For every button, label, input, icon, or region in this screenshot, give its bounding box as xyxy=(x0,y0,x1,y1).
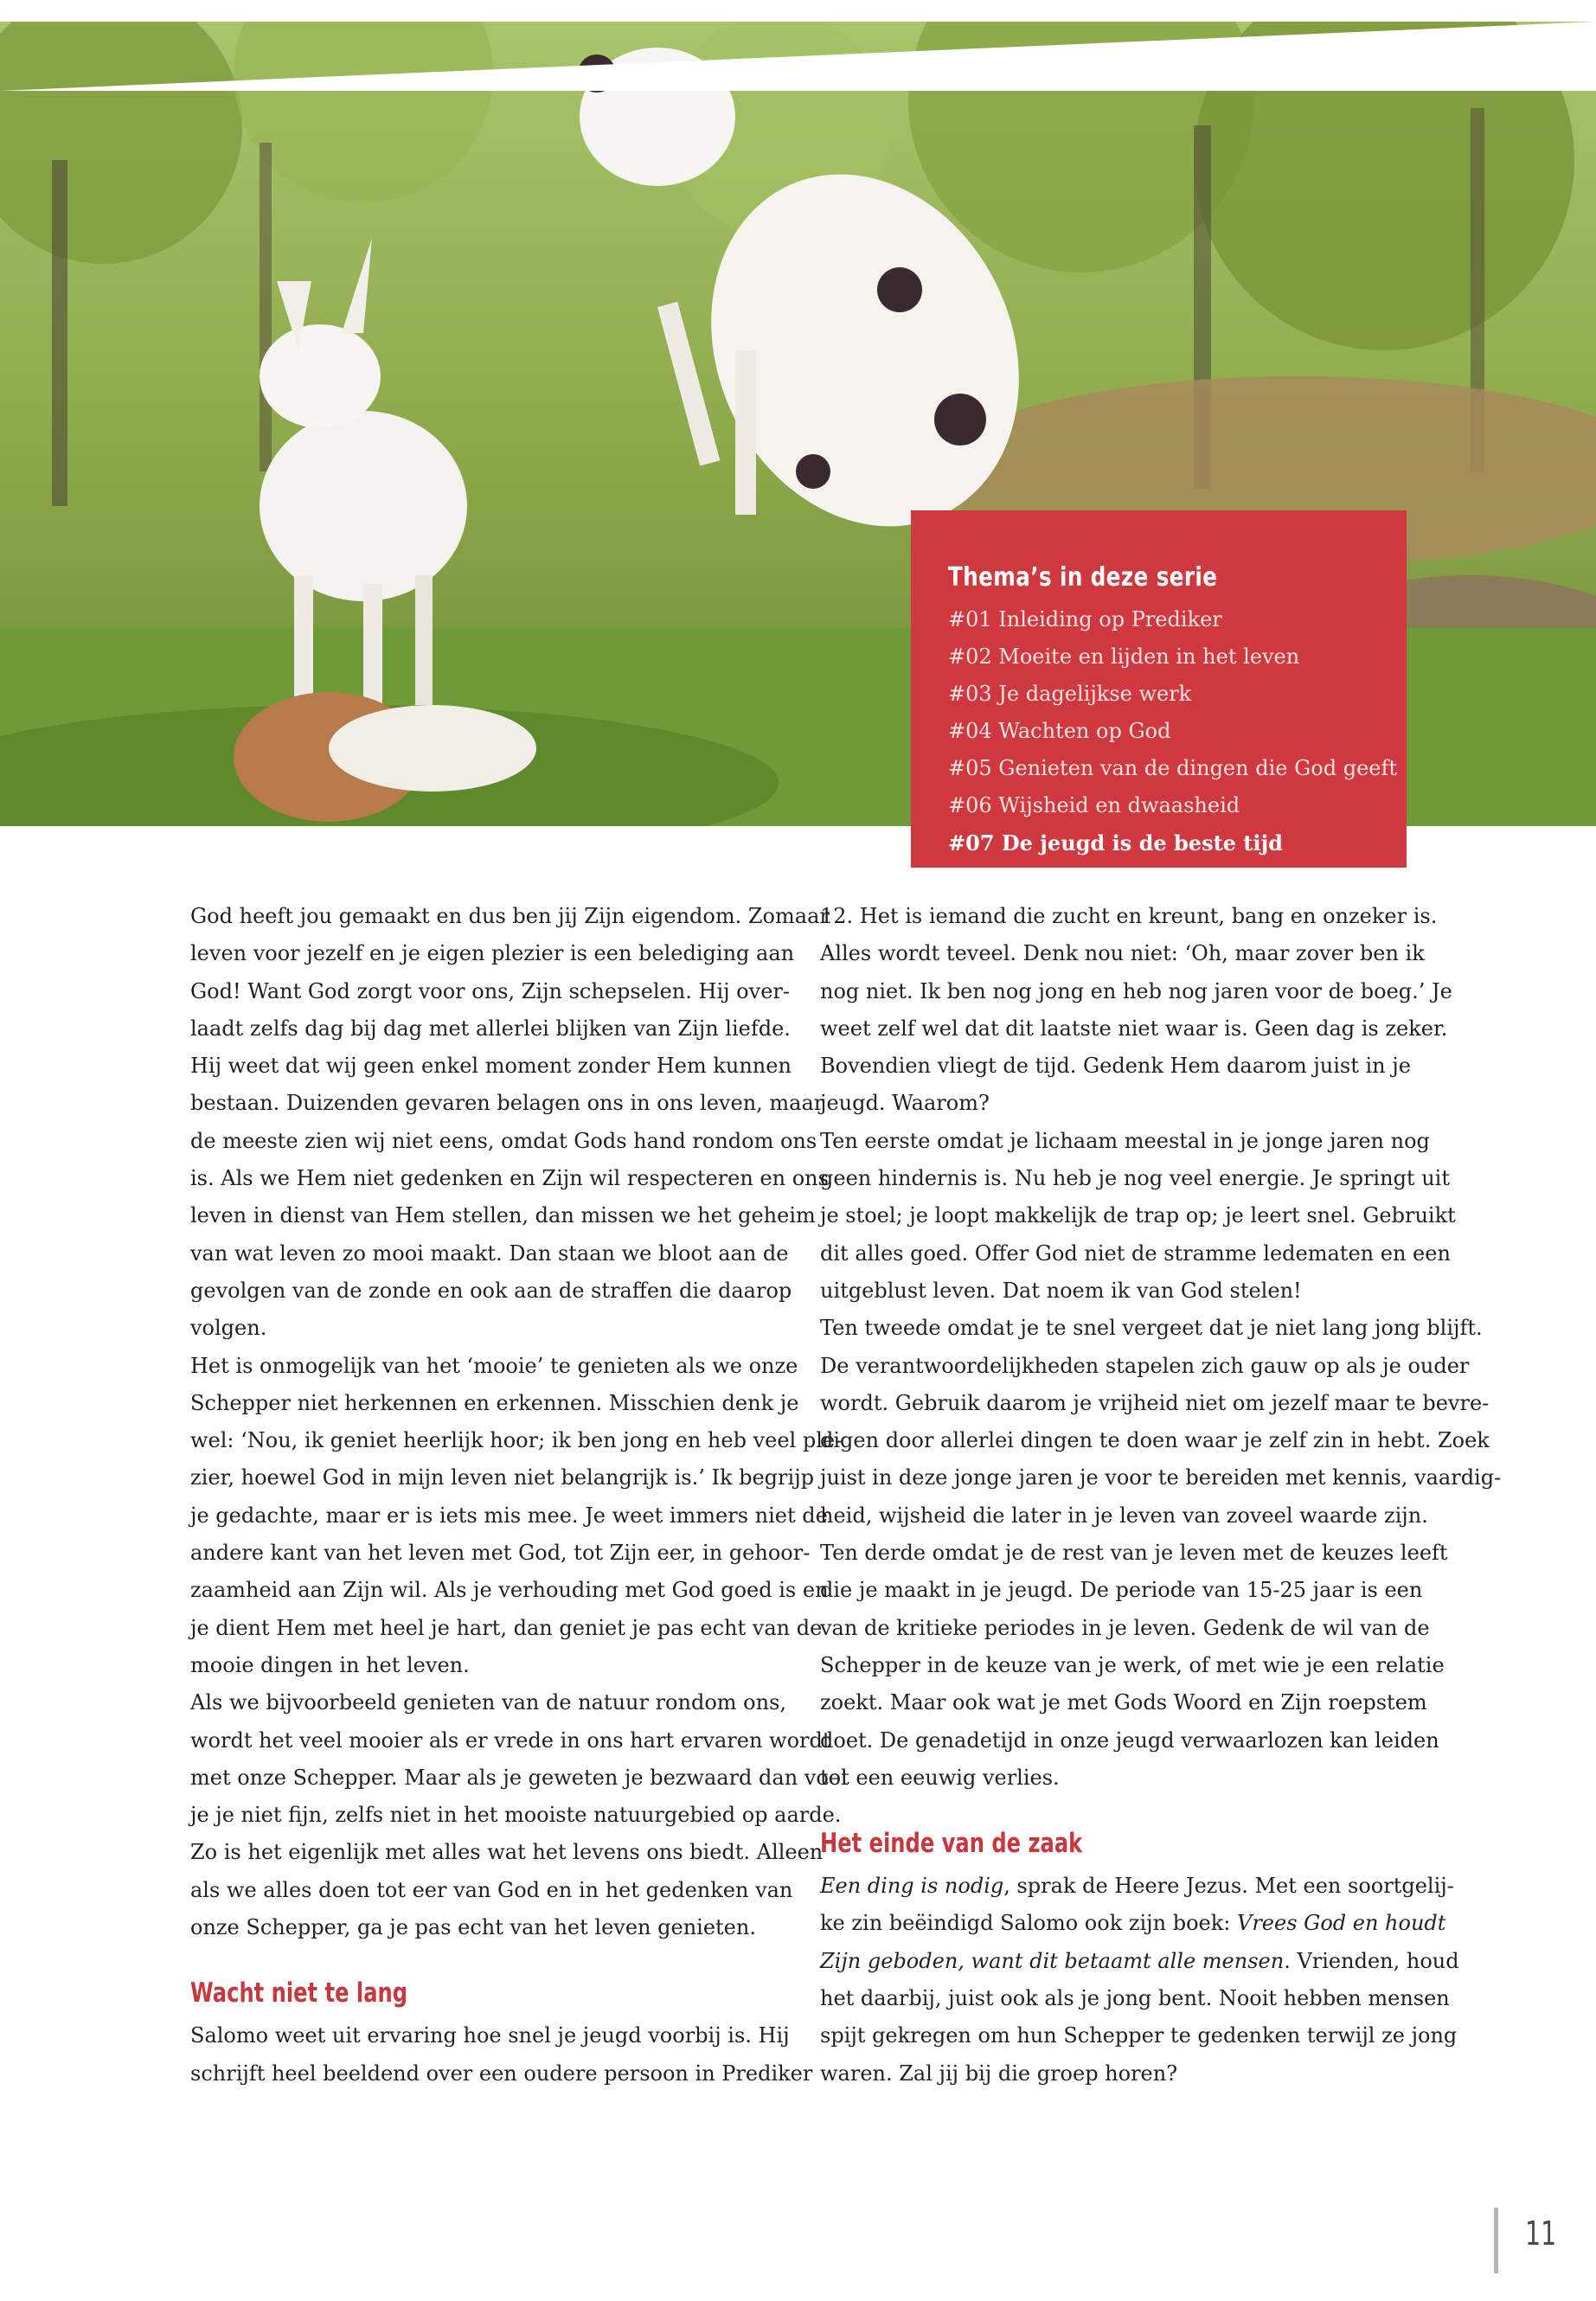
text-line: Zijn geboden, want dit betaamt alle mensen. Vrienden, houd xyxy=(820,1948,1459,1973)
page-number-bar xyxy=(1494,2208,1498,2273)
text-line: Alles wordt teveel. Denk nou niet: ‘Oh, maar zover ben ik xyxy=(820,941,1425,966)
text-line: Als we bijvoorbeeld genieten van de natuur rondom ons, xyxy=(190,1690,787,1715)
closing-paragraph xyxy=(820,1868,1459,2093)
article-left-column xyxy=(190,898,848,2093)
text-line: digen door allerlei dingen te doen waar je zelf zin in hebt. Zoek xyxy=(820,1428,1490,1453)
text-line: is. Als we Hem niet gedenken en Zijn wil respecteren en ons xyxy=(190,1166,829,1191)
text-line: mooie dingen in het leven. xyxy=(190,1652,470,1677)
text-line: juist in deze jonge jaren je voor te bereiden met kennis, vaardig- xyxy=(820,1465,1502,1490)
text-line: wordt. Gebruik daarom je vrijheid niet om jezelf maar te bevre- xyxy=(820,1390,1490,1415)
text-line: Hij weet dat wij geen enkel moment zonder Hem kunnen xyxy=(190,1054,792,1079)
series-themes-box xyxy=(911,510,1407,868)
text-line: nog niet. Ik ben nog jong en heb nog jaren voor de boeg.’ Je xyxy=(820,978,1452,1003)
text-line: bestaan. Duizenden gevaren belagen ons in ons leven, maar xyxy=(190,1091,824,1116)
text-line: leven voor jezelf en je eigen plezier is een belediging aan xyxy=(190,941,795,966)
section-heading-wacht: Wacht niet te lang xyxy=(190,1977,408,2009)
text-line: Salomo weet uit ervaring hoe snel je jeugd voorbij is. Hij xyxy=(190,2023,790,2048)
text-line: onze Schepper, ga je pas echt van het leven genieten. xyxy=(190,1915,756,1940)
text-line: tot een eeuwig verlies. xyxy=(820,1765,1060,1790)
right-body-text xyxy=(820,898,1502,1797)
text-line: Ten tweede omdat je te snel vergeet dat je niet lang jong blijft. xyxy=(820,1316,1483,1341)
text-line: waren. Zal jij bij die groep horen? xyxy=(820,2061,1178,2086)
text-line: je je niet fijn, zelfs niet in het mooiste natuurgebied op aarde. xyxy=(190,1803,842,1828)
text-line: God heeft jou gemaakt en dus ben jij Zijn eigendom. Zomaar xyxy=(190,904,830,928)
text-line: God! Want God zorgt voor ons, Zijn schepselen. Hij over- xyxy=(190,978,790,1003)
text-line: doet. De genadetijd in onze jeugd verwaarlozen kan leiden xyxy=(820,1727,1439,1753)
text-line: ke zin beëindigd Salomo ook zijn boek: Vrees God en houdt xyxy=(820,1911,1446,1936)
text-line: je dient Hem met heel je hart, dan geniet je pas echt van de xyxy=(190,1615,823,1640)
theme-item: #01 Inleiding op Prediker xyxy=(948,607,1222,631)
theme-item: #03 Je dagelijkse werk xyxy=(948,682,1192,706)
text-line: andere kant van het leven met God, tot Zijn eer, in gehoor- xyxy=(190,1541,811,1566)
text-line: 12. Het is iemand die zucht en kreunt, bang en onzeker is. xyxy=(820,904,1438,928)
text-line: Ten eerste omdat je lichaam meestal in je jonge jaren nog xyxy=(820,1128,1430,1153)
left-body-text-continued xyxy=(190,2017,813,2093)
text-line: Zo is het eigenlijk met alles wat het levens ons biedt. Alleen xyxy=(190,1840,824,1865)
section-heading-einde: Het einde van de zaak xyxy=(820,1828,1083,1860)
photo-edge xyxy=(0,22,1596,91)
text-line: als we alles doen tot eer van God en in het gedenken van xyxy=(190,1877,793,1902)
text-line: zaamheid aan Zijn wil. Als je verhouding met God goed is en xyxy=(190,1578,829,1603)
theme-item: #02 Moeite en lijden in het leven xyxy=(948,644,1300,669)
text-line: je gedachte, maar er is iets mis mee. Je weet immers niet de xyxy=(190,1503,828,1528)
text-line: laadt zelfs dag bij dag met allerlei blijken van Zijn liefde. xyxy=(190,1016,791,1041)
text-line: Schepper in de keuze van je werk, of met wie je een relatie xyxy=(820,1652,1445,1677)
theme-item: #05 Genieten van de dingen die God geeft xyxy=(948,756,1397,780)
text-line: leven in dienst van Hem stellen, dan missen we het geheim xyxy=(190,1203,816,1228)
series-themes-title: Thema’s in deze serie xyxy=(948,562,1218,593)
text-line: Schepper niet herkennen en erkennen. Misschien denk je xyxy=(190,1390,799,1415)
article-right-column xyxy=(820,898,1502,2093)
text-line: zoekt. Maar ook wat je met Gods Woord en Zijn roepstem xyxy=(820,1690,1427,1715)
text-line: zier, hoewel God in mijn leven niet belangrijk is.’ Ik begrijp xyxy=(190,1465,814,1490)
text-line: De verantwoordelijkheden stapelen zich gauw op als je ouder xyxy=(820,1353,1470,1378)
text-line: wordt het veel mooier als er vrede in ons hart ervaren wordt xyxy=(190,1727,831,1753)
text-line: het daarbij, juist ook als je jong bent. Nooit hebben mensen xyxy=(820,1986,1450,2011)
left-body-text xyxy=(190,898,848,1946)
text-line: jeugd. Waarom? xyxy=(820,1091,990,1116)
theme-item: #04 Wachten op God xyxy=(948,719,1171,743)
text-line: van de kritieke periodes in je leven. Gedenk de wil van de xyxy=(820,1615,1430,1640)
text-line: van wat leven zo mooi maakt. Dan staan we bloot aan de xyxy=(190,1240,789,1266)
text-line: met onze Schepper. Maar als je geweten je bezwaard dan voel xyxy=(190,1765,848,1790)
text-line: wel: ‘Nou, ik geniet heerlijk hoor; ik ben jong en heb veel ple- xyxy=(190,1428,843,1453)
text-line: gevolgen van de zonde en ook aan de straffen die daarop xyxy=(190,1278,792,1303)
text-line: spijt gekregen om hun Schepper te gedenken terwijl ze jong xyxy=(820,2023,1458,2048)
text-line: Bovendien vliegt de tijd. Gedenk Hem daarom juist in je xyxy=(820,1054,1411,1079)
text-line: volgen. xyxy=(190,1316,267,1341)
text-line: weet zelf wel dat dit laatste niet waar is. Geen dag is zeker. xyxy=(820,1016,1448,1041)
text-line: die je maakt in je jeugd. De periode van 15-25 jaar is een xyxy=(820,1578,1423,1603)
theme-item-current: #07 De jeugd is de beste tijd xyxy=(948,830,1283,856)
text-line: Een ding is nodig, sprak de Heere Jezus. Met een soortgelij- xyxy=(820,1874,1454,1899)
text-line: schrijft heel beeldend over een oudere persoon in Prediker xyxy=(190,2061,813,2086)
text-line: heid, wijsheid die later in je leven van zoveel waarde zijn. xyxy=(820,1503,1428,1528)
text-line: uitgeblust leven. Dat noem ik van God stelen! xyxy=(820,1278,1302,1303)
text-line: Ten derde omdat je de rest van je leven met de keuzes leeft xyxy=(820,1541,1448,1566)
closing-lines xyxy=(820,1980,1458,2093)
text-line: dit alles goed. Offer God niet de stramme ledematen en een xyxy=(820,1240,1451,1266)
page-number: 11 xyxy=(1525,2214,1557,2253)
text-line: de meeste zien wij niet eens, omdat Gods hand rondom ons xyxy=(190,1128,817,1153)
series-themes-list xyxy=(948,601,1397,862)
text-line: je stoel; je loopt makkelijk de trap op; je leert snel. Gebruikt xyxy=(820,1203,1456,1228)
text-line: geen hindernis is. Nu heb je nog veel energie. Je springt uit xyxy=(820,1166,1450,1191)
theme-item: #06 Wijsheid en dwaasheid xyxy=(948,793,1240,817)
text-line: Het is onmogelijk van het ‘mooie’ te genieten als we onze xyxy=(190,1353,798,1378)
